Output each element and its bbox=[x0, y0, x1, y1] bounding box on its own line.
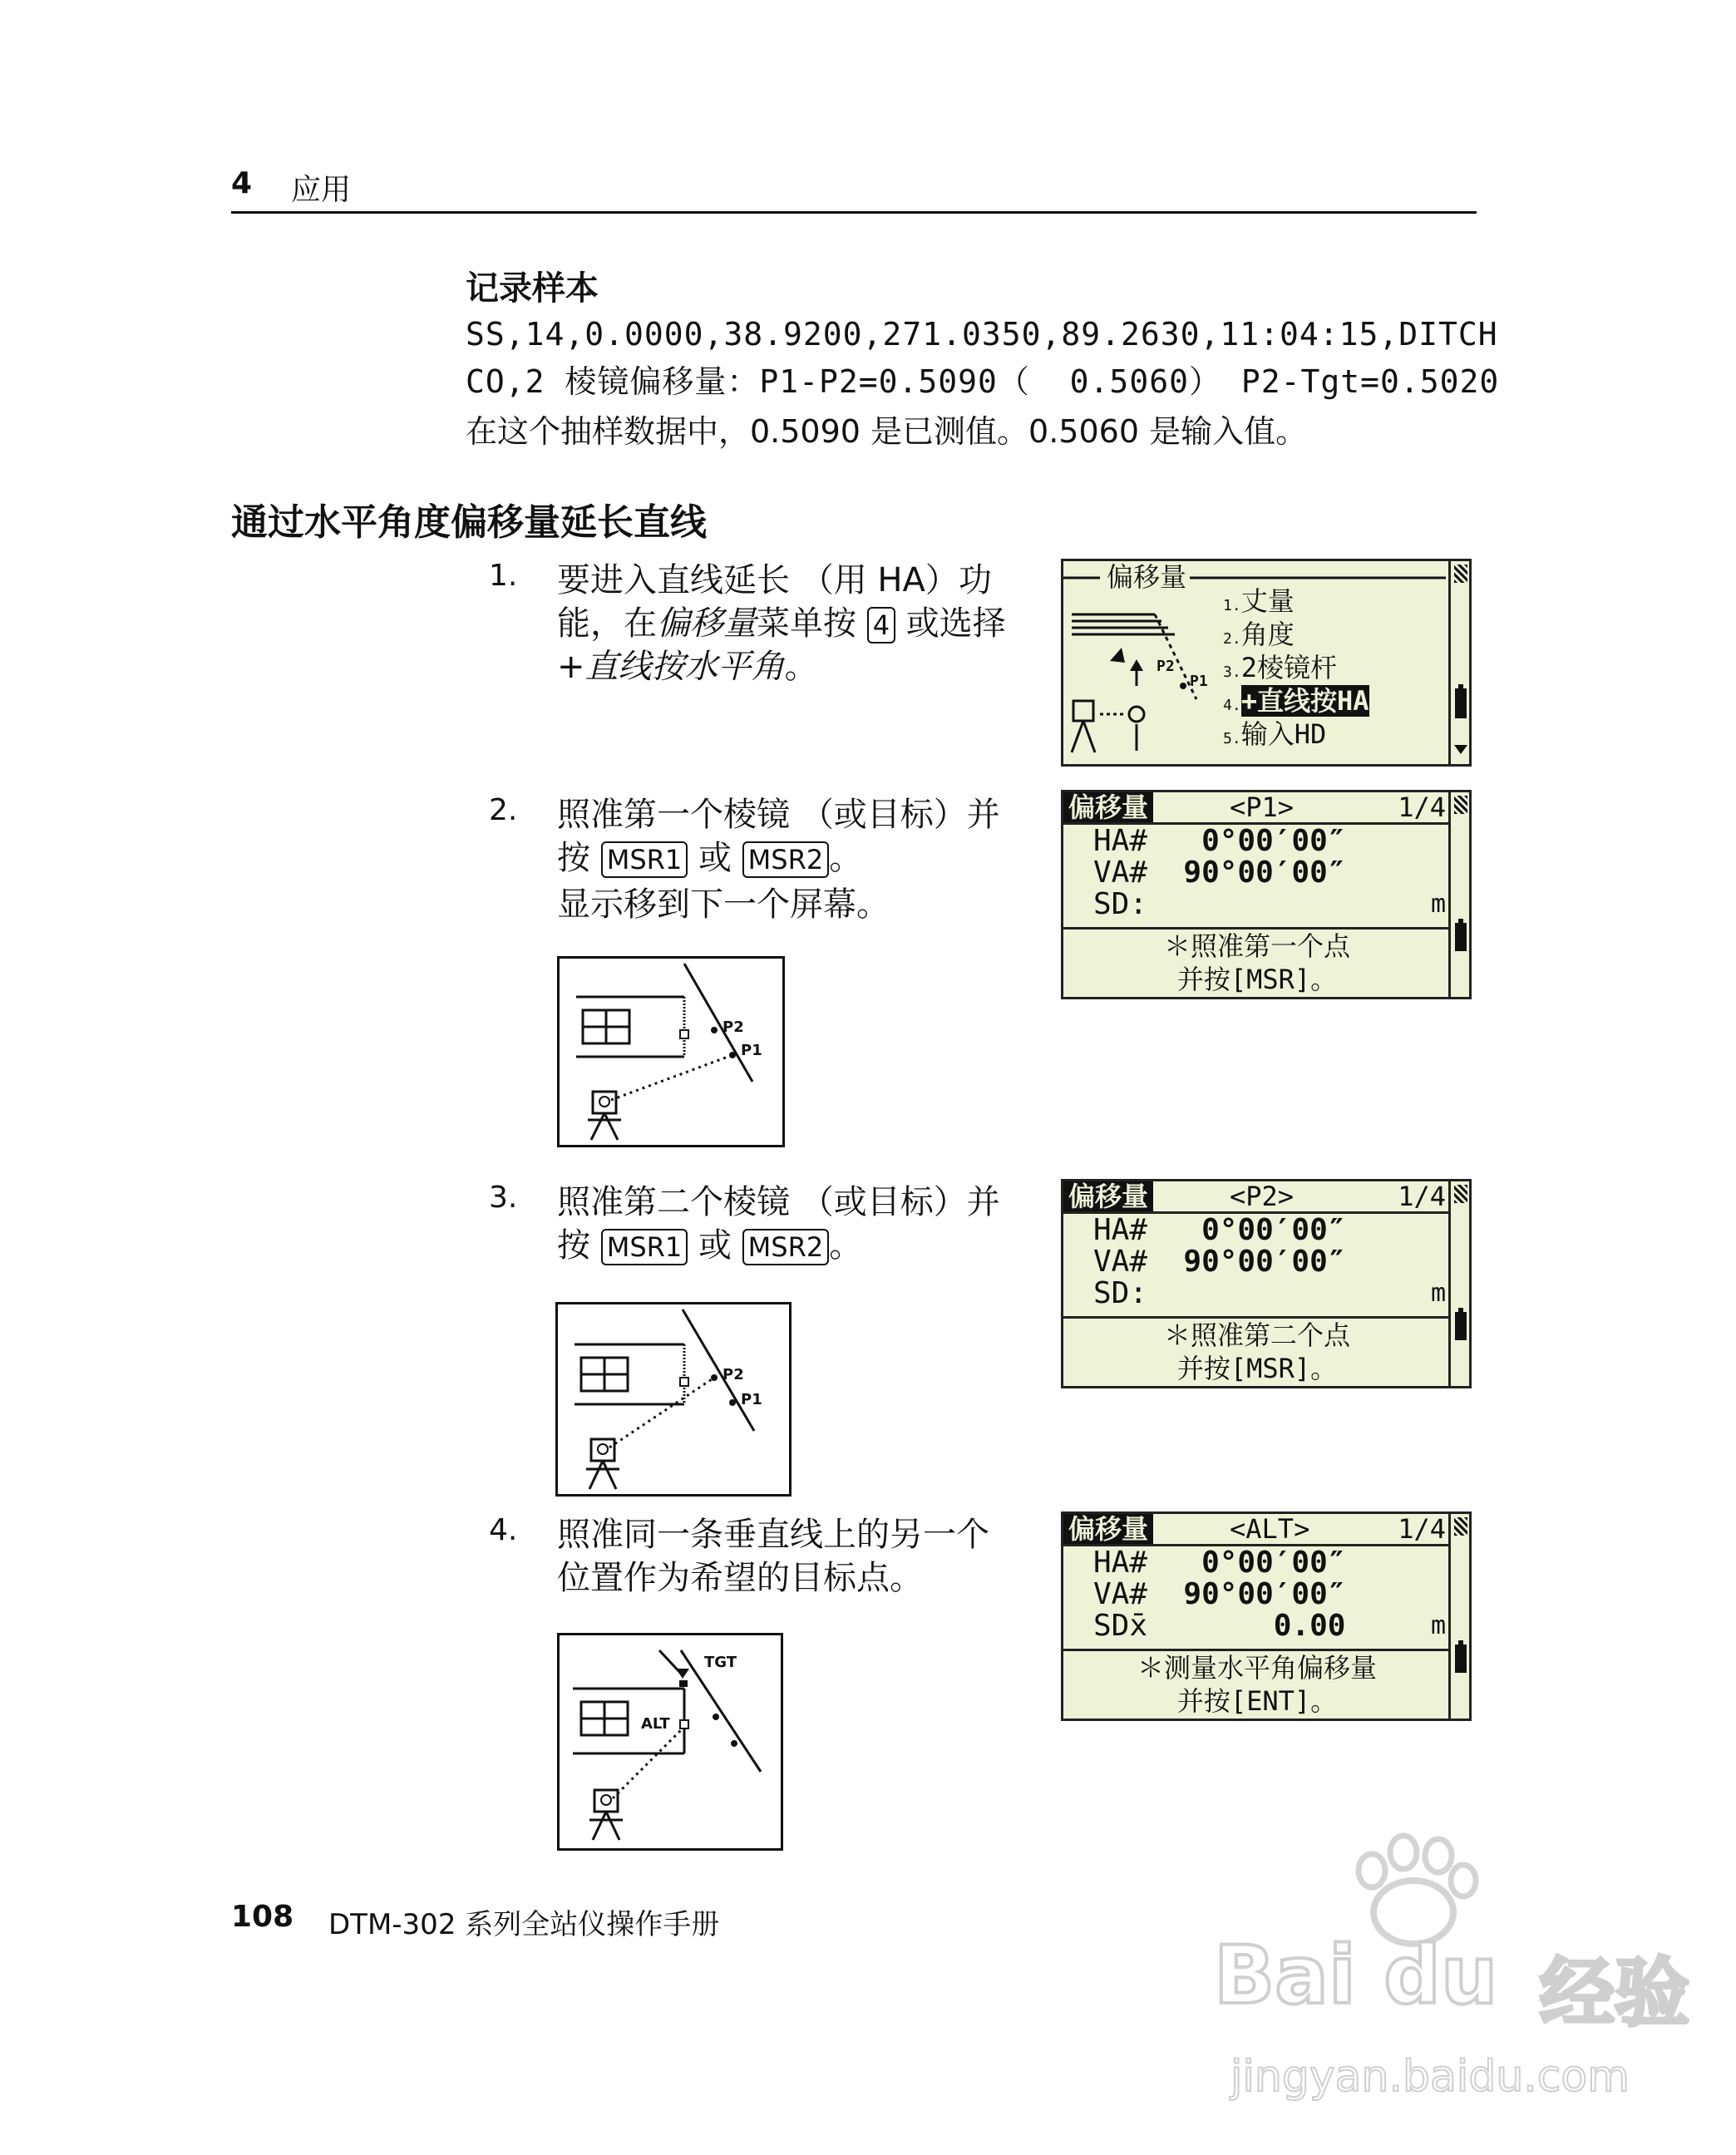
watermark-brand: Bai du bbox=[1214, 1929, 1498, 2022]
screen-message-line-1: ＊照准第一个点 bbox=[1163, 930, 1350, 962]
key-4-button: 4 bbox=[867, 607, 895, 644]
scroll-indicator-icon bbox=[1454, 796, 1467, 814]
va-row: VA# 90°00′00″ bbox=[1093, 856, 1346, 890]
step-3-text: 或 bbox=[698, 1226, 732, 1265]
step-1-text: 。 bbox=[784, 648, 818, 686]
ha-row: HA# 0°00′00″ bbox=[1093, 824, 1346, 858]
scroll-indicator-icon bbox=[1454, 1185, 1467, 1203]
step-3-line-2 bbox=[557, 1219, 862, 1266]
step-1-line-1: 要进入直线延长 （用 HA）功 bbox=[557, 561, 992, 599]
diagram-3-tgt-label: TGT bbox=[704, 1654, 737, 1671]
step-3-text: 。 bbox=[829, 1226, 863, 1265]
record-sample-line-2: CO,2 棱镜偏移量：P1-P2=0.5090（ 0.5060） P2-Tgt=0.5020 bbox=[466, 363, 1500, 400]
step-1-menu-name: 偏移量 bbox=[657, 604, 757, 643]
menu-item-tape[interactable]: 1.丈量 bbox=[1223, 585, 1295, 617]
scroll-up-icon bbox=[1454, 565, 1467, 583]
step-1-text: 能，在 bbox=[557, 604, 657, 643]
menu-item-angle[interactable]: 2.角度 bbox=[1223, 619, 1295, 650]
diagram-2-p1-label: P1 bbox=[741, 1391, 762, 1408]
screen-point-label: <P2> bbox=[1230, 1181, 1295, 1212]
diagram-1-p2-label: P2 bbox=[723, 1018, 744, 1036]
record-sample-note: 在这个抽样数据中，0.5090 是已测值。0.5060 是输入值。 bbox=[466, 413, 1308, 450]
menu-diagram-p2-label: P2 bbox=[1157, 658, 1175, 675]
msr2-key: MSR2 bbox=[742, 841, 830, 878]
watermark-url: jingyan.baidu.com bbox=[1230, 2052, 1630, 2102]
step-2-text: 。 bbox=[829, 839, 863, 877]
step-4-line-1: 照准同一条垂直线上的另一个 bbox=[557, 1516, 989, 1554]
screen-point-label: <P1> bbox=[1230, 791, 1295, 823]
sd-row: SD: m bbox=[1093, 1276, 1447, 1310]
chapter-number: 4 bbox=[231, 166, 253, 200]
step-4-number: 4. bbox=[489, 1513, 518, 1547]
offset-menu-screen bbox=[1061, 559, 1472, 767]
screen-page-indicator: 1/4 bbox=[1398, 1181, 1446, 1212]
msr1-key: MSR1 bbox=[601, 841, 688, 878]
step-2-line-3: 显示移到下一个屏幕。 bbox=[557, 885, 890, 924]
screen-title: 偏移量 bbox=[1063, 1514, 1153, 1544]
step-1-number: 1. bbox=[489, 559, 518, 593]
header-divider bbox=[231, 211, 1477, 214]
screen-message-line-2: 并按[MSR]。 bbox=[1176, 964, 1338, 995]
screen-sidebar bbox=[1448, 1181, 1469, 1386]
menu-item-input-hd[interactable]: 5.输入HD bbox=[1223, 718, 1327, 750]
watermark-brand-cn: 经验 bbox=[1540, 1950, 1689, 2037]
step-1-text: 或选择 bbox=[905, 604, 1006, 643]
record-sample-heading: 记录样本 bbox=[466, 269, 599, 308]
step-1-menu-item: +直线按水平角 bbox=[557, 648, 785, 686]
step-3-line-1: 照准第二个棱镜 （或目标）并 bbox=[557, 1183, 1000, 1221]
screen-message-line-1: ＊照准第二个点 bbox=[1163, 1319, 1350, 1351]
menu-item-2-prism-pole[interactable]: 3.2棱镜杆 bbox=[1223, 652, 1337, 683]
screen-message-line-2: 并按[MSR]。 bbox=[1176, 1353, 1338, 1384]
screen-sidebar bbox=[1448, 792, 1469, 997]
screen-message bbox=[1063, 1649, 1451, 1721]
diagram-target bbox=[557, 1633, 783, 1851]
step-3-number: 3. bbox=[489, 1181, 518, 1215]
diagram-3-alt-label: ALT bbox=[641, 1715, 670, 1733]
section-heading: 通过水平角度偏移量延长直线 bbox=[231, 501, 707, 544]
screen-title-bar bbox=[1063, 792, 1469, 825]
screen-message-line-1: ＊测量水平角偏移量 bbox=[1137, 1652, 1377, 1684]
screen-page-indicator: 1/4 bbox=[1398, 791, 1446, 823]
battery-icon bbox=[1455, 1645, 1467, 1673]
lcd-screen-p2 bbox=[1061, 1179, 1472, 1388]
msr1-key: MSR1 bbox=[601, 1229, 688, 1265]
baidu-watermark bbox=[1214, 1829, 1729, 2145]
ha-row: HA# 0°00′00″ bbox=[1093, 1213, 1346, 1247]
step-1-text: 菜单按 bbox=[757, 604, 856, 643]
diagram-2-p2-label: P2 bbox=[723, 1366, 744, 1383]
menu-diagram-p1-label: P1 bbox=[1190, 673, 1208, 690]
lcd-screen-alt bbox=[1061, 1511, 1472, 1721]
screen-title: 偏移量 bbox=[1063, 792, 1153, 822]
menu-scrollbar[interactable] bbox=[1448, 561, 1469, 764]
screen-title: 偏移量 bbox=[1063, 1181, 1153, 1211]
step-1-line-3 bbox=[557, 640, 818, 688]
battery-icon bbox=[1455, 688, 1467, 718]
record-sample-line-1: SS,14,0.0000,38.9200,271.0350,89.2630,11:04:15,DITCH bbox=[466, 316, 1498, 353]
screen-message-line-2: 并按[ENT]。 bbox=[1176, 1685, 1338, 1717]
step-2-line-1: 照准第一个棱镜 （或目标）并 bbox=[557, 796, 1000, 834]
step-2-line-2 bbox=[557, 831, 862, 879]
document-title: DTM-302 系列全站仪操作手册 bbox=[328, 1908, 720, 1941]
step-2-number: 2. bbox=[489, 793, 518, 827]
screen-point-label: <ALT> bbox=[1230, 1513, 1310, 1545]
screen-title-bar bbox=[1063, 1514, 1469, 1546]
battery-icon bbox=[1455, 923, 1467, 951]
step-3-text: 按 bbox=[557, 1226, 590, 1265]
va-row: VA# 90°00′00″ bbox=[1093, 1577, 1346, 1611]
step-2-text: 按 bbox=[557, 839, 590, 877]
step-1-line-2 bbox=[557, 597, 1006, 644]
scroll-down-icon bbox=[1453, 742, 1468, 757]
screen-message bbox=[1063, 927, 1451, 999]
chapter-title: 应用 bbox=[291, 173, 352, 207]
battery-icon bbox=[1455, 1312, 1467, 1340]
scroll-indicator-icon bbox=[1454, 1517, 1467, 1536]
sd-row: SD: m bbox=[1093, 887, 1447, 921]
msr2-key: MSR2 bbox=[742, 1229, 830, 1265]
diagram-prism-1 bbox=[557, 956, 785, 1147]
menu-item-line-by-ha-selected[interactable]: 4.+直线按HA bbox=[1223, 685, 1369, 717]
sd-row: SDx̄ 0.00 m bbox=[1093, 1609, 1447, 1643]
screen-message bbox=[1063, 1316, 1451, 1388]
diagram-prism-2 bbox=[555, 1302, 792, 1497]
step-2-text: 或 bbox=[698, 839, 732, 877]
screen-page-indicator: 1/4 bbox=[1398, 1513, 1446, 1545]
screen-sidebar bbox=[1448, 1514, 1469, 1719]
ha-row: HA# 0°00′00″ bbox=[1093, 1546, 1346, 1580]
menu-screen-title: 偏移量 bbox=[1103, 559, 1190, 594]
va-row: VA# 90°00′00″ bbox=[1093, 1245, 1346, 1279]
page-number: 108 bbox=[231, 1900, 294, 1934]
screen-title-bar bbox=[1063, 1181, 1469, 1214]
step-4-line-2: 位置作为希望的目标点。 bbox=[557, 1559, 923, 1597]
lcd-screen-p1 bbox=[1061, 790, 1472, 999]
diagram-1-p1-label: P1 bbox=[741, 1042, 762, 1059]
